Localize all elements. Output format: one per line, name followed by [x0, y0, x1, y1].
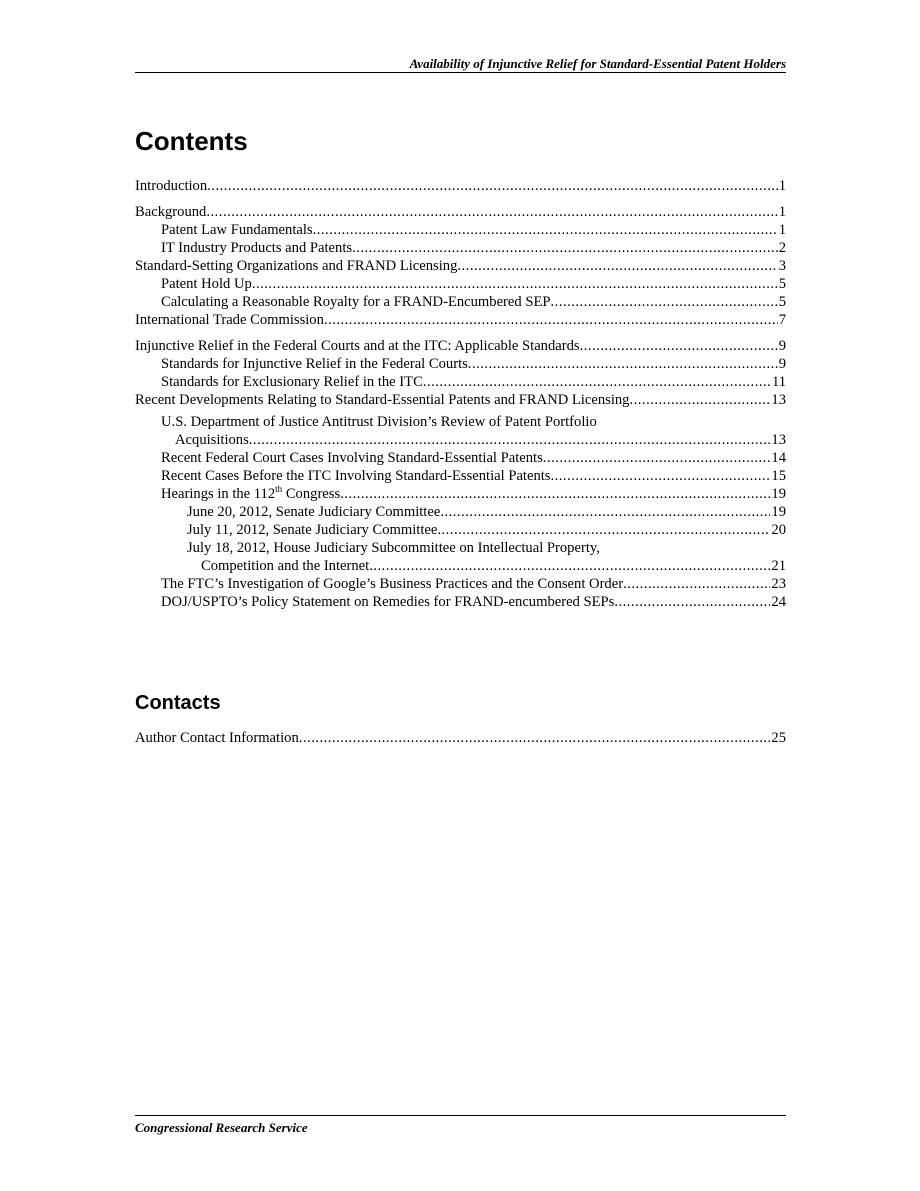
toc-entry-background[interactable]	[135, 203, 786, 221]
dot-leader	[207, 177, 778, 195]
dot-leader	[550, 467, 770, 485]
toc-entry-continuation	[135, 557, 786, 575]
toc-entry-page: 13	[771, 432, 786, 448]
toc-entry-july-11[interactable]	[135, 521, 786, 539]
toc-entry-injunctive-relief[interactable]	[135, 337, 786, 355]
toc-entry-standards-itc[interactable]	[135, 373, 786, 391]
contacts-heading: Contacts	[135, 692, 221, 714]
toc-entry-title: Acquisitions	[175, 432, 249, 448]
dot-leader	[352, 239, 778, 257]
dot-leader	[313, 221, 778, 239]
dot-leader	[324, 311, 778, 329]
toc-entry-july-18[interactable]	[135, 539, 786, 575]
toc-entry-title: Patent Hold Up	[161, 276, 252, 292]
toc-entry-page: 13	[771, 392, 786, 408]
toc-entry-page: 23	[771, 576, 786, 592]
toc-entry-page: 1	[778, 222, 786, 238]
toc-entry-page: 9	[778, 356, 786, 372]
toc-entry-page: 14	[771, 450, 786, 466]
toc-entry-page: 19	[771, 486, 786, 502]
toc-entry-title: IT Industry Products and Patents	[161, 240, 353, 256]
dot-leader	[437, 521, 770, 539]
title-part: Hearings in the 112	[161, 486, 276, 502]
toc-entry-page: 9	[778, 338, 786, 354]
toc-entry-itc[interactable]	[135, 311, 786, 329]
toc-entry-title: Background	[135, 204, 207, 220]
dot-leader	[551, 293, 778, 311]
toc-entry-page: 21	[771, 558, 786, 574]
toc-entry-page: 2	[778, 240, 786, 256]
footer-rule	[135, 1115, 786, 1116]
toc-entry-title: Competition and the Internet	[201, 558, 370, 574]
contents-heading: Contents	[135, 126, 248, 156]
dot-leader	[457, 257, 777, 275]
dot-leader	[468, 355, 778, 373]
dot-leader	[580, 337, 778, 355]
dot-leader	[543, 449, 771, 467]
dot-leader	[206, 203, 777, 221]
toc-entry-title: International Trade Commission	[135, 312, 324, 328]
toc-entry-author-contact[interactable]	[135, 729, 786, 747]
toc-entry-title: Injunctive Relief in the Federal Courts and at the ITC: Applicable Standards	[135, 338, 580, 354]
dot-leader	[340, 485, 770, 503]
dot-leader	[299, 729, 771, 747]
dot-leader	[629, 391, 770, 409]
toc-entry-title: Author Contact Information	[135, 730, 299, 746]
dot-leader	[423, 373, 771, 391]
toc-entry-doj-uspto-policy[interactable]	[135, 593, 786, 611]
dot-leader	[623, 575, 770, 593]
toc-entry-june-20[interactable]	[135, 503, 786, 521]
toc-entry-introduction[interactable]	[135, 177, 786, 195]
toc-entry-title: U.S. Department of Justice Antitrust Division’s Review of Patent Portfolio	[161, 414, 597, 430]
toc-entry-page: 5	[778, 276, 786, 292]
dot-leader	[252, 275, 778, 293]
dot-leader	[440, 503, 770, 521]
toc-entry-title: July 11, 2012, Senate Judiciary Committee	[187, 522, 438, 538]
toc-entry-title: Recent Cases Before the ITC Involving Standard-Essential Patents	[161, 468, 551, 484]
toc-entry-hearings-112th[interactable]	[135, 485, 786, 503]
page-footer: Congressional Research Service	[135, 1120, 308, 1135]
toc-entry-page: 5	[778, 294, 786, 310]
toc-entry-standard-setting[interactable]	[135, 257, 786, 275]
toc-entry-standards-federal-courts[interactable]	[135, 355, 786, 373]
toc-entry-title	[161, 485, 340, 503]
dot-leader	[369, 557, 770, 575]
table-of-contents	[135, 177, 786, 611]
dot-leader	[614, 593, 770, 611]
toc-entry-ftc-investigation[interactable]	[135, 575, 786, 593]
toc-entry-recent-developments[interactable]	[135, 391, 786, 409]
toc-entry-federal-court-cases[interactable]	[135, 449, 786, 467]
toc-entry-continuation	[135, 431, 786, 449]
dot-leader	[249, 431, 771, 449]
contacts-list	[135, 729, 786, 747]
toc-entry-title: Recent Developments Relating to Standard-Essential Patents and FRAND Licensing	[135, 392, 630, 408]
toc-entry-page: 19	[771, 504, 786, 520]
toc-entry-title: July 18, 2012, House Judiciary Subcommittee on Intellectual Property,	[187, 540, 600, 556]
toc-entry-patent-hold-up[interactable]	[135, 275, 786, 293]
toc-entry-reasonable-royalty[interactable]	[135, 293, 786, 311]
toc-entry-doj-review[interactable]	[135, 413, 786, 449]
toc-entry-title: June 20, 2012, Senate Judiciary Committee	[187, 504, 441, 520]
toc-entry-page: 11	[771, 374, 786, 390]
toc-entry-page: 20	[771, 522, 786, 538]
toc-entry-page: 24	[771, 594, 786, 610]
toc-entry-title: Calculating a Reasonable Royalty for a FRAND-Encumbered SEP	[161, 294, 551, 310]
toc-entry-page: 25	[771, 730, 786, 746]
toc-entry-title: Patent Law Fundamentals	[161, 222, 313, 238]
toc-entry-page: 3	[778, 258, 786, 274]
toc-entry-title: Standards for Injunctive Relief in the Federal Courts	[161, 356, 468, 372]
toc-entry-page: 1	[778, 204, 786, 220]
toc-entry-title: Recent Federal Court Cases Involving Standard-Essential Patents	[161, 450, 543, 466]
toc-entry-title: DOJ/USPTO’s Policy Statement on Remedies for FRAND-encumbered SEPs	[161, 594, 615, 610]
toc-entry-it-industry-products[interactable]	[135, 239, 786, 257]
toc-entry-title: The FTC’s Investigation of Google’s Business Practices and the Consent Order	[161, 576, 624, 592]
toc-entry-title: Standards for Exclusionary Relief in the ITC	[161, 374, 423, 390]
toc-entry-title: Introduction	[135, 178, 208, 194]
toc-entry-title: Standard-Setting Organizations and FRAND Licensing	[135, 258, 458, 274]
toc-entry-patent-law-fundamentals[interactable]	[135, 221, 786, 239]
ordinal-suffix: th	[275, 484, 283, 495]
title-part: Congress	[282, 486, 341, 502]
toc-entry-page: 7	[778, 312, 786, 328]
toc-entry-itc-cases[interactable]	[135, 467, 786, 485]
running-header: Availability of Injunctive Relief for Standard-Essential Patent Holders	[409, 56, 786, 71]
toc-entry-page: 15	[771, 468, 786, 484]
toc-entry-page: 1	[778, 178, 786, 194]
header-rule	[135, 72, 786, 73]
